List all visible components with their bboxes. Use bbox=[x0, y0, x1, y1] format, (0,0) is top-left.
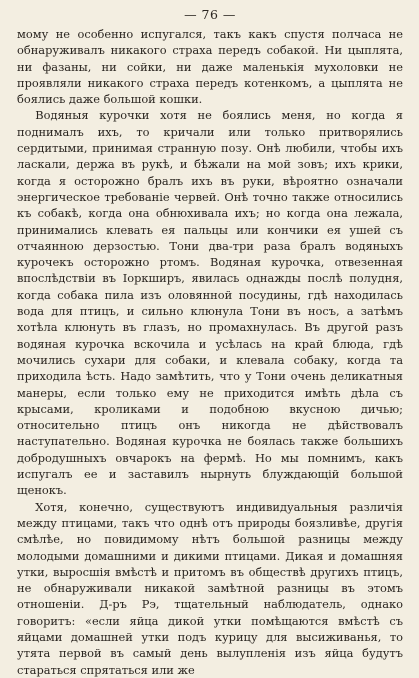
paragraph-continuation: мому не особенно испугался, такъ какъ спустя полчаса не обнаруживалъ никакого страха передъ собакой. Ни цыплята, ни фазаны, ни сойки, ни даже маленькія мухоловки не проявляли никакого страха передъ котенкомъ, а цыплята не боялись даже большой кошки. bbox=[17, 27, 403, 107]
body-text bbox=[17, 26, 403, 678]
paragraph-individual-differences: Хотя, конечно, существуютъ индивидуальныя различія между птицами, такъ что однѣ отъ природы боязливѣе, другія смѣлѣе, но повидимому нѣтъ большой разницы между молодыми домашними и дикими птицами. Дикая и домашняя утки, выросшія вмѣстѣ и притомъ въ обществѣ другихъ птицъ, не обнаруживали никакой замѣтной разницы въ этомъ отношеніи. Д-ръ Рэ, тщательный наблюдатель, однако говоритъ: «если яйца дикой утки помѣщаются вмѣстѣ съ яйцами домашней утки подъ курицу для высиживанья, то утята первой въ самый день вылупленія изъ яйца будутъ стараться спрятаться или же bbox=[17, 499, 403, 677]
paragraph-water-hens: Водяныя курочки хотя не боялись меня, но когда я поднималъ ихъ, то кричали или только притворялись сердитыми, принимая странную позу. Онѣ любили, чтобы ихъ ласкали, держа въ рукѣ, и бѣжали на мой зовъ; ихъ крики, когда я осторожно бралъ ихъ въ руки, вѣроятно означали энергическое требованіе червей. Онѣ точно также относились къ собакѣ, когда она обнюхивала ихъ; но когда она лежала, принимались клевать ея пальцы или кончики ея ушей съ отчаянною дерзостью. Тони два-три раза бралъ водяныхъ курочекъ осторожно ртомъ. Водяная курочка, отвезенная впослѣдствіи въ Іоркширъ, явилась однажды послѣ полудня, когда собака пила изъ оловянной посудины, гдѣ находилась вода для птицъ, и сильно клюнула Тони въ носъ, а затѣмъ хотѣла клюнуть въ глазъ, но промахнулась. Въ другой разъ водяная курочка вскочила и усѣлась на край блюда, гдѣ мочились сухари для собаки, и клевала собаку, когда та приходила ѣсть. Надо замѣтить, что у Тони очень деликатныя манеры, если только ему не приходится имѣть дѣла съ крысами, кроликами и подобною вкусною дичью; относительно птицъ онъ никогда не дѣйствовалъ наступательно. Водяная курочка не боялась также большихъ добродушныхъ овчарокъ на фермѣ. Но мы помнимъ, какъ испугалъ ее и заставилъ нырнуть блуждающій большой щенокъ. bbox=[17, 108, 403, 498]
page-number: — 76 — bbox=[184, 7, 236, 22]
